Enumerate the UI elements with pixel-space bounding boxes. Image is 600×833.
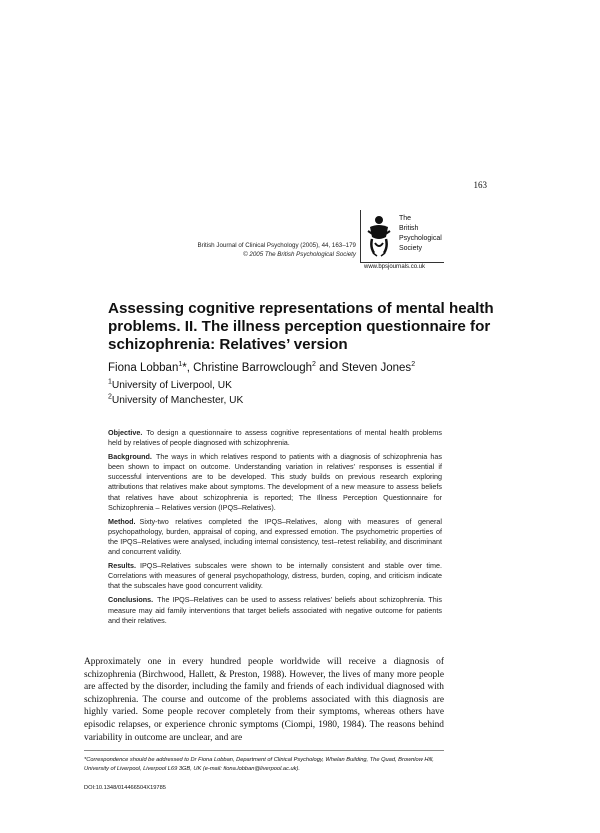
correspondence-footnote: *Correspondence should be addressed to Dr Fiona Lobban, Department of Clinical Psychology, Whelan Building, The Quad, Brownlow Hill, University of Liverpool, Liverpool L69 3GB, UK (e-mail: fiona.lobban@liverpool.ac.uk). xyxy=(84,757,434,772)
author-name: Steven Jones xyxy=(341,362,412,374)
abstract-objective: Objective. To design a questionnaire to assess cognitive representations of mental health problems held by relatives of people diagnosed with schizophrenia. xyxy=(108,428,442,448)
abstract-results: Results. IPQS–Relatives subscales were shown to be internally consistent and stable over time. Correlations with measures of general psychopathology, distress, burden, coping, and criticism indicate that the subscales have good concurrent validity. xyxy=(108,561,442,591)
society-logo-icon xyxy=(364,213,394,257)
society-website[interactable]: www.bpsjournals.co.uk xyxy=(364,264,426,270)
footnote-divider xyxy=(84,750,444,751)
author-list: Fiona Lobban$^1$*, Christine Barrowclough$^2$ and Steven Jones$^2$ xyxy=(108,361,416,374)
abstract-method: Method. Sixty-two relatives completed the IPQS–Relatives, along with measures of general psychopathology, burden, appraisal of coping, and expressed emotion. The psychometric properties of the IPQS–Relatives were analysed, including internal consistency, test–retest reliability, and discriminant and concurrent validity. xyxy=(108,516,442,557)
article-title: Assessing cognitive representations of mental health problems. II. The illness perception questionnaire for schizophrenia: Relatives’ version xyxy=(108,300,494,353)
abstract-conclusions: Conclusions. The IPQS–Relatives can be used to assess relatives’ beliefs about schizophrenia. This measure may aid family interventions that target beliefs associated with negative outcome for patients and their relatives. xyxy=(108,595,442,625)
abstract xyxy=(108,428,442,630)
header-divider-horizontal xyxy=(360,262,444,263)
header-divider-vertical xyxy=(360,210,361,262)
society-name: The British Psychological Society xyxy=(399,215,442,252)
author-name: Christine Barrowclough xyxy=(193,362,313,374)
journal-citation-block xyxy=(190,241,356,259)
affiliation: $^1$University of Liverpool, UK xyxy=(108,378,232,391)
page-number: 163 xyxy=(473,180,487,190)
abstract-background: Background. The ways in which relatives respond to patients with a diagnosis of schizophrenia has been shown to impact on outcome. Understanding variation in relatives’ responses is essential if successful interventions are to be developed. This study builds on previous research exploring attributions that relatives make about symptoms. The development of a new measure to assess beliefs that relatives have about schizophrenia is reported; The Illness Perception Questionnaire for Schizophrenia – Relatives version (IPQS–Relatives). xyxy=(108,452,442,512)
author-name: Fiona Lobban xyxy=(108,362,179,374)
body-paragraph: Approximately one in every hundred people worldwide will receive a diagnosis of schizophrenia (Birchwood, Hallett, & Preston, 1988). However, the lives of many more people are affected by the disorder, including the family and friends of each individual diagnosed with schizophrenia. The course and outcome of the problems associated with this diagnosis are highly varied. Some people recover completely from their symptoms, whereas others have episodic relapses, or experience chronic symptoms (Ciompi, 1980, 1984). The reasons behind variability in outcome are unclear, and are xyxy=(84,657,444,743)
doi: DOI:10.1348/014466504X19785 xyxy=(84,785,166,791)
affiliation: $^2$University of Manchester, UK xyxy=(108,393,244,406)
journal-citation: British Journal of Clinical Psychology (2005), 44, 163–179 xyxy=(197,242,356,249)
copyright: © 2005 The British Psychological Society xyxy=(243,251,356,258)
